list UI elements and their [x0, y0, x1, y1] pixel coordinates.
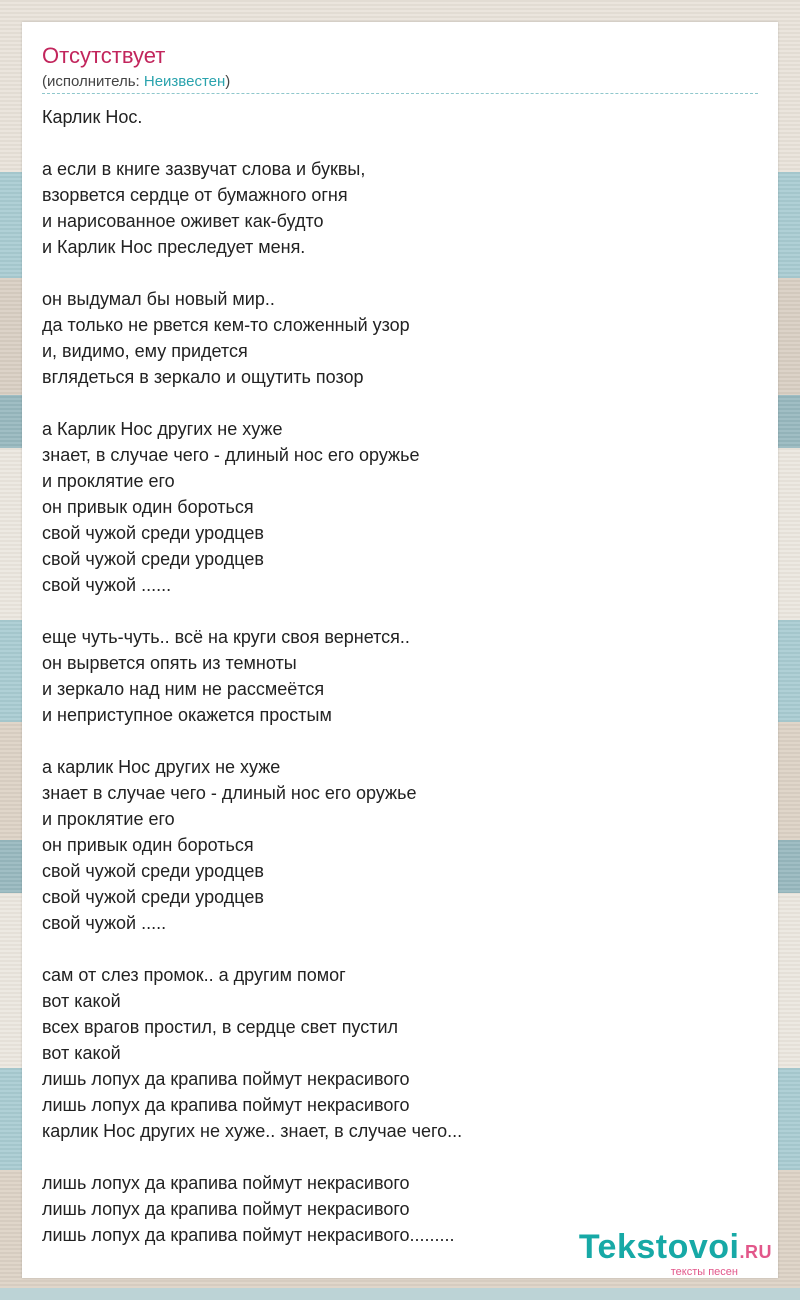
artist-line	[42, 73, 230, 91]
lyric-line: а карлик Нос других не хуже	[42, 757, 281, 777]
lyric-line: Карлик Нос.	[42, 107, 143, 127]
lyric-line: знает, в случае чего - длиный нос его оружье	[42, 445, 420, 465]
lyric-line	[42, 390, 758, 416]
lyric-line: всех врагов простил, в сердце свет пустил	[42, 1017, 399, 1037]
logo-tld: .RU	[739, 1242, 772, 1262]
artist-link[interactable]: Неизвестен	[143, 73, 226, 90]
lyric-line: лишь лопух да крапива поймут некрасивого.........	[42, 1225, 455, 1245]
lyric-line: свой чужой среди уродцев	[42, 861, 264, 881]
lyric-line: вот какой	[42, 991, 121, 1011]
lyric-line: вот какой	[42, 1043, 121, 1063]
lyric-line: а Карлик Нос других не хуже	[42, 419, 283, 439]
lyrics-text	[42, 104, 758, 1248]
lyric-line: и проклятие его	[42, 471, 175, 491]
lyric-line	[42, 936, 758, 962]
lyric-line: свой чужой .....	[42, 913, 167, 933]
lyric-line: и неприступное окажется простым	[42, 705, 332, 725]
lyric-line	[42, 260, 758, 286]
lyric-line: и, видимо, ему придется	[42, 341, 248, 361]
title-divider	[42, 93, 758, 94]
bottom-strip	[0, 1288, 800, 1300]
lyric-line: свой чужой среди уродцев	[42, 523, 264, 543]
lyric-line: взорвется сердце от бумажного огня	[42, 185, 348, 205]
lyric-line: лишь лопух да крапива поймут некрасивого	[42, 1173, 410, 1193]
lyric-line: лишь лопух да крапива поймут некрасивого	[42, 1199, 410, 1219]
lyric-line: он выдумал бы новый мир..	[42, 289, 275, 309]
lyric-line: и зеркало над ним не рассмеётся	[42, 679, 325, 699]
lyric-line: вглядеться в зеркало и ощутить позор	[42, 367, 364, 387]
logo-name: Tekstovoi	[578, 1228, 740, 1266]
site-logo[interactable]	[579, 1229, 772, 1278]
lyric-line	[42, 130, 758, 156]
song-title: Отсутствует	[42, 43, 166, 68]
lyric-line	[42, 598, 758, 624]
lyric-line: и нарисованное оживет как-будто	[42, 211, 324, 231]
lyric-line: карлик Нос других не хуже.. знает, в случае чего...	[42, 1121, 463, 1141]
artist-suffix: )	[225, 73, 231, 90]
lyric-line: да только не рвется кем-то сложенный узор	[42, 315, 410, 335]
lyric-line: он привык один бороться	[42, 497, 254, 517]
lyric-line: и Карлик Нос преследует меня.	[42, 237, 306, 257]
lyric-line: он привык один бороться	[42, 835, 254, 855]
lyric-line	[42, 728, 758, 754]
lyric-line: сам от слез промок.. а другим помог	[42, 965, 346, 985]
lyric-line: еще чуть-чуть.. всё на круги своя вернется..	[42, 627, 410, 647]
lyric-line: свой чужой среди уродцев	[42, 887, 264, 907]
lyric-line: свой чужой среди уродцев	[42, 549, 264, 569]
logo-tagline: тексты песен	[670, 1266, 738, 1278]
lyric-line: а если в книге зазвучат слова и буквы,	[42, 159, 366, 179]
lyric-line: он вырвется опять из темноты	[42, 653, 297, 673]
lyric-line: знает в случае чего - длиный нос его оружье	[42, 783, 417, 803]
lyrics-card	[22, 22, 778, 1278]
lyric-line	[42, 1144, 758, 1170]
artist-prefix: (исполнитель:	[42, 73, 144, 90]
lyric-line: лишь лопух да крапива поймут некрасивого	[42, 1095, 410, 1115]
lyric-line: свой чужой ......	[42, 575, 172, 595]
lyric-line: лишь лопух да крапива поймут некрасивого	[42, 1069, 410, 1089]
lyric-line: и проклятие его	[42, 809, 175, 829]
